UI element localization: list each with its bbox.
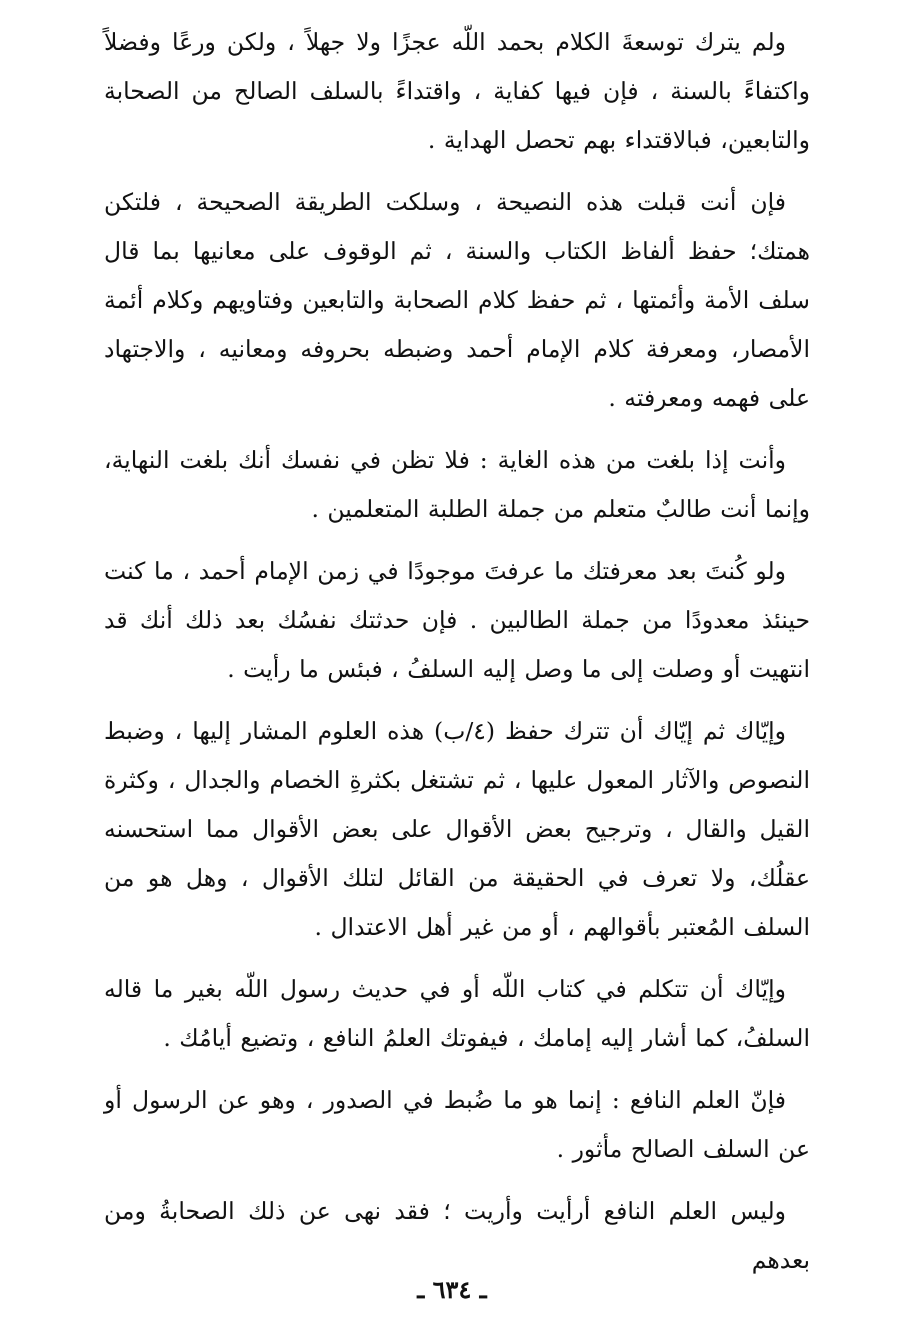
paragraph-2: فإن أنت قبلت هذه النصيحة ، وسلكت الطريقة الصحيحة ، فلتكن همتك؛ حفظ ألفاظ الكتاب والسنة ، ثم الوقوف على معانيها بما قال سلف الأمة وأئمتها ، ثم حفظ كلام الصحابة والتابعين وفتاويهم وكلام أئمة الأمصار، ومعرفة كلام الإمام أحمد وضبطه بحروفه ومعانيه ، والاجتهاد على فهمه ومعرفته . [104,188,810,412]
paragraph-5: وإيّاك ثم إيّاك أن تترك حفظ (٤/ب) هذه العلوم المشار إليها ، وضبط النصوص والآثار المعول عليها ، ثم تشتغل بكثرةِ الخصام والجدال ، وكثرة القيل والقال ، وترجيح بعض الأقوال على بعض الأقوال مما استحسنه عقلُك، ولا تعرف في الحقيقة من القائل لتلك الأقوال ، وهل هو من السلف المُعتبر بأقوالهم ، أو من غير أهل الاعتدال . [104,717,810,941]
page-body [104,18,810,1298]
paragraph-6: وإيّاك أن تتكلم في كتاب اللّه أو في حديث رسول اللّه بغير ما قاله السلفُ، كما أشار إليه إمامك ، فيفوتك العلمُ النافع ، وتضيع أيامُك . [104,975,810,1052]
paragraph-1: ولم يترك توسعةَ الكلام بحمد اللّه عجزًا ولا جهلاً ، ولكن ورعًا وفضلاً واكتفاءً بالسنة ، فإن فيها كفاية ، واقتداءً بالسلف الصالح من الصحابة والتابعين، فبالاقتداء بهم تحصل الهداية . [104,28,810,154]
paragraph-4: ولو كُنتَ بعد معرفتك ما عرفتَ موجودًا في زمن الإمام أحمد ، ما كنت حينئذ معدودًا من جملة الطالبين . فإن حدثتك نفسُك بعد ذلك أنك قد انتهيت أو وصلت إلى ما وصل إليه السلفُ ، فبئس ما رأيت . [104,557,810,683]
paragraph-8: وليس العلم النافع أرأيت وأريت ؛ فقد نهى عن ذلك الصحابةُ ومن بعدهم [104,1197,810,1274]
paragraph-7: فإنّ العلم النافع : إنما هو ما ضُبط في الصدور ، وهو عن الرسول أو عن السلف الصالح مأثور . [104,1086,810,1163]
paragraph-3: وأنت إذا بلغت من هذه الغاية : فلا تظن في نفسك أنك بلغت النهاية، وإنما أنت طالبٌ متعلم من جملة الطلبة المتعلمين . [104,446,810,523]
page-number: ـ ٦٣٤ ـ [417,1275,487,1304]
